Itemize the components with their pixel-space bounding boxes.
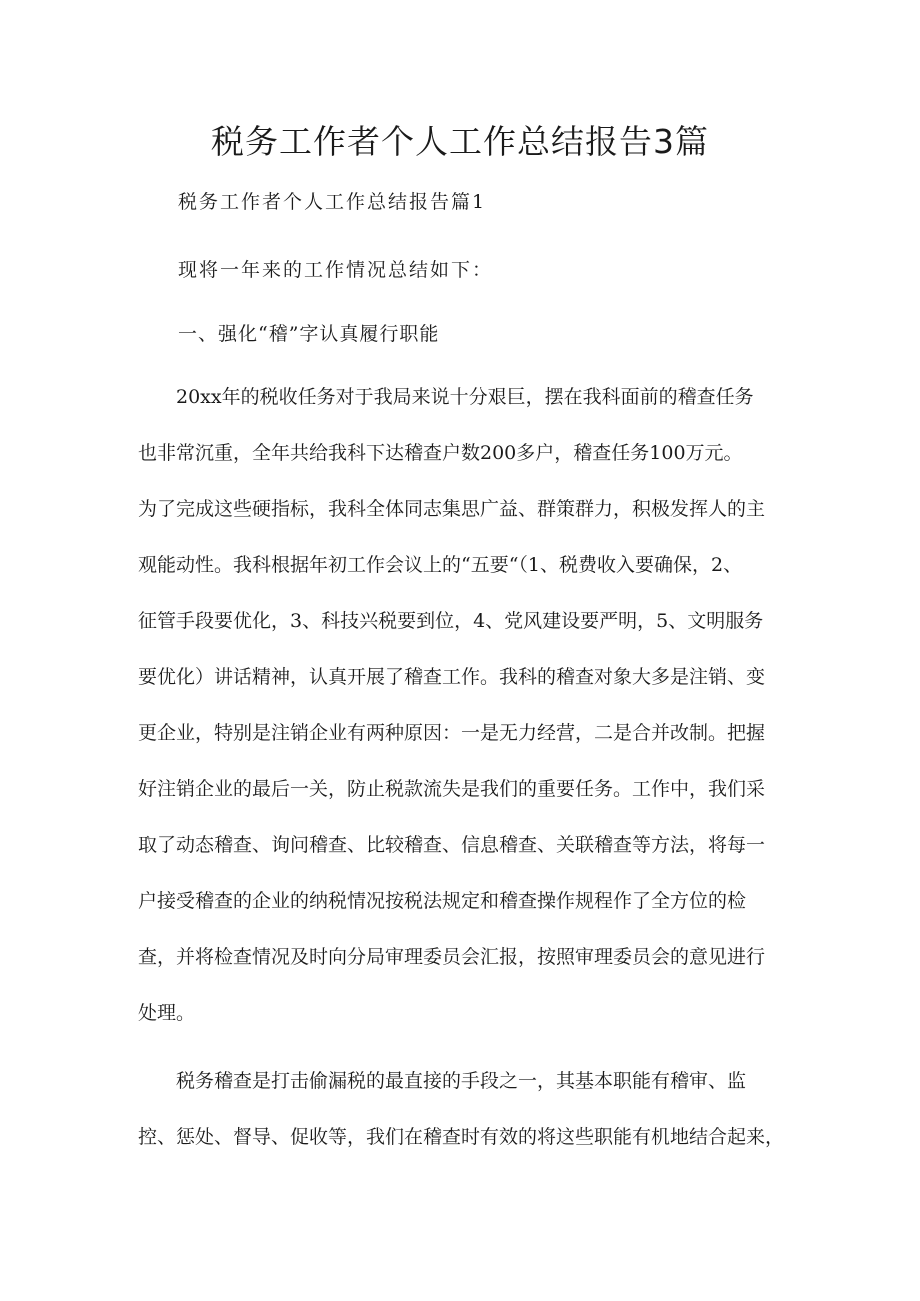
paragraph-line: 征管手段要优化，3、科技兴税要到位，4、党风建设要严明，5、文明服务 [138,610,764,632]
intro-text: 现将一年来的工作情况总结如下： [178,259,494,281]
paragraph-1 [138,369,788,1041]
paragraph-line: 处理。 [138,1002,196,1024]
paragraph-line: 要优化）讲话精神，认真开展了稽查工作。我科的稽查对象大多是注销、变 [138,666,766,688]
paragraph-2 [138,1053,788,1165]
paragraph-line: 20xx年的税收任务对于我局来说十分艰巨，摆在我科面前的稽查任务 [176,386,754,408]
paragraph-line: 税务稽查是打击偷漏税的最直接的手段之一，其基本职能有稽审、监 [176,1070,747,1092]
section-subtitle: 税务工作者个人工作总结报告篇1 [178,191,487,213]
paragraph-line: 控、惩处、督导、促收等，我们在稽查时有效的将这些职能有机地结合起来， [138,1126,785,1148]
paragraph-line: 为了完成这些硬指标，我科全体同志集思广益、群策群力，积极发挥人的主 [138,498,766,520]
paragraph-line: 观能动性。我科根据年初工作会议上的“五要“（1、税费收入要确保，2、 [138,554,743,576]
paragraph-line: 更企业，特别是注销企业有两种原因：一是无力经营，二是合并改制。把握 [138,722,766,744]
paragraph-line: 好注销企业的最后一关，防止税款流失是我们的重要任务。工作中，我们采 [138,778,766,800]
document-title: 税务工作者个人工作总结报告3篇 [211,122,709,161]
section-heading: 一、强化“稽”字认真履行职能 [178,323,440,345]
paragraph-line: 取了动态稽查、询问稽查、比较稽查、信息稽查、关联稽查等方法，将每一 [138,834,766,856]
paragraph-line: 户接受稽查的企业的纳税情况按税法规定和稽查操作规程作了全方位的检 [138,890,747,912]
paragraph-line: 查，并将检查情况及时向分局审理委员会汇报，按照审理委员会的意见进行 [138,946,766,968]
paragraph-line: 也非常沉重，全年共给我科下达稽查户数200多户，稽查任务100万元。 [138,442,743,464]
